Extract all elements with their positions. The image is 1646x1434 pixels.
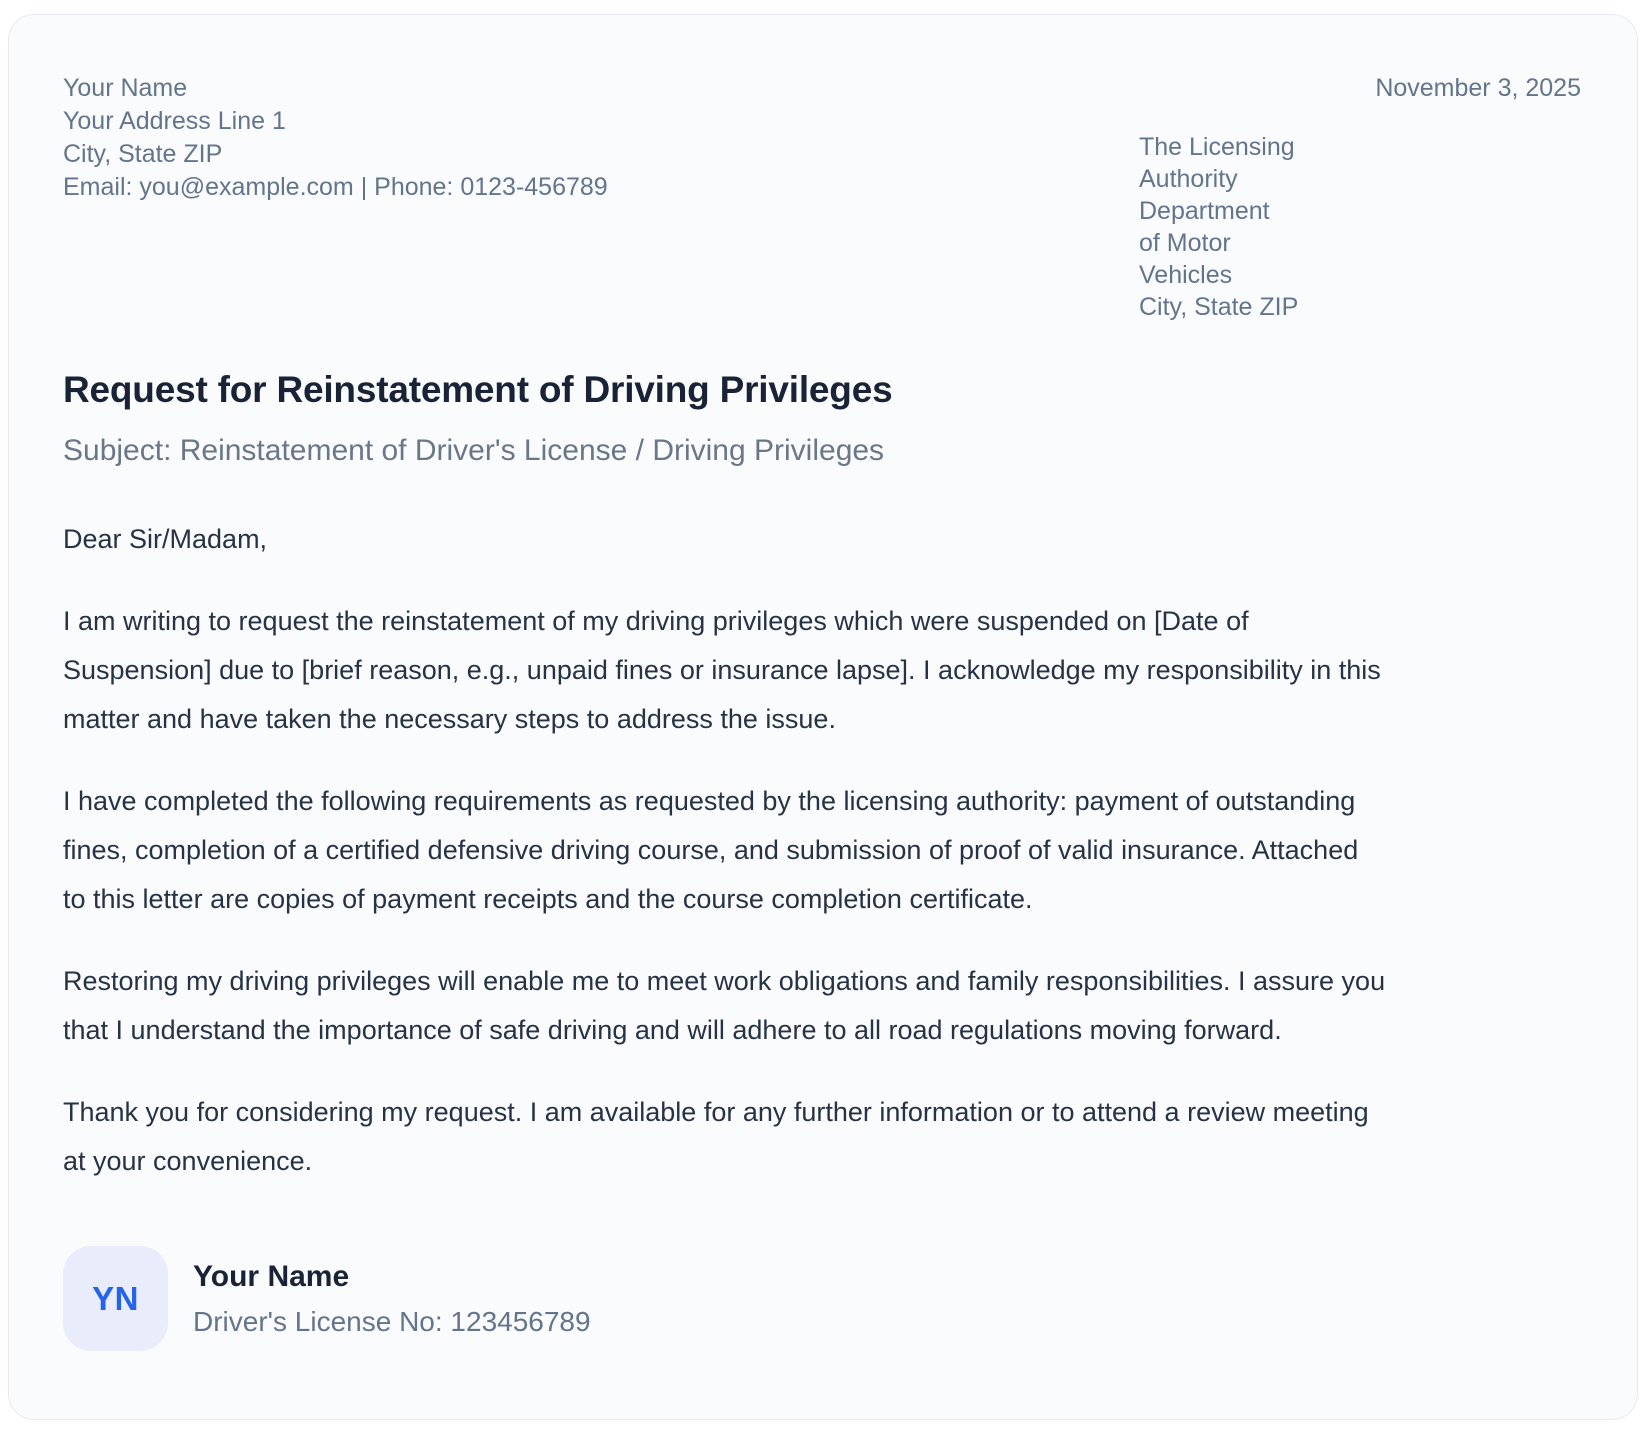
signature-license: Driver's License No: 123456789 xyxy=(193,1305,591,1337)
sender-city: City, State ZIP xyxy=(63,140,223,168)
letter-title: Request for Reinstatement of Driving Privileges xyxy=(63,369,893,410)
avatar-initials: YN xyxy=(92,1279,139,1317)
sender-address: Your Address Line 1 xyxy=(63,107,286,135)
header-right-column xyxy=(1139,72,1581,323)
letter-date: November 3, 2025 xyxy=(1375,74,1581,102)
salutation: Dear Sir/Madam, xyxy=(63,524,268,554)
paragraph-line: Suspension] due to [brief reason, e.g., unpaid fines or insurance lapse]. I acknowledge my responsibility in this xyxy=(63,655,1381,685)
sender-name: Your Name xyxy=(63,74,188,102)
body-paragraph xyxy=(63,1088,1581,1186)
paragraph-line: that I understand the importance of safe driving and will adhere to all road regulations moving forward. xyxy=(63,1015,1282,1045)
paragraph-line: matter and have taken the necessary steps to address the issue. xyxy=(63,704,836,734)
recipient-block xyxy=(1139,131,1581,323)
signature-block xyxy=(63,1246,1581,1351)
recipient-line: Vehicles xyxy=(1139,261,1233,289)
recipient-line: Authority xyxy=(1139,165,1238,193)
sender-contact: Email: you@example.com | Phone: 0123-456789 xyxy=(63,173,608,201)
avatar xyxy=(63,1246,168,1351)
body-paragraph xyxy=(63,777,1581,924)
letter-card xyxy=(8,14,1638,1420)
letter-header xyxy=(63,72,1581,323)
paragraph-line: Restoring my driving privileges will enable me to meet work obligations and family responsibilities. I assure you xyxy=(63,966,1386,996)
paragraph-line: at your convenience. xyxy=(63,1146,313,1176)
subject-line: Subject: Reinstatement of Driver's License / Driving Privileges xyxy=(63,434,885,467)
recipient-line: Department xyxy=(1139,197,1270,225)
recipient-line: of Motor xyxy=(1139,229,1231,257)
paragraph-line: I am writing to request the reinstatement of my driving privileges which were suspended on [Date of xyxy=(63,606,1249,636)
paragraph-line: Thank you for considering my request. I am available for any further information or to attend a review meeting xyxy=(63,1097,1369,1127)
signature-name: Your Name xyxy=(193,1259,350,1293)
recipient-line: The Licensing xyxy=(1139,133,1295,161)
body-paragraph xyxy=(63,597,1581,744)
sender-block xyxy=(63,72,608,204)
signature-text xyxy=(193,1257,591,1341)
paragraph-line: I have completed the following requirements as requested by the licensing authority: payment of outstanding xyxy=(63,786,1356,816)
paragraph-line: to this letter are copies of payment receipts and the course completion certificate. xyxy=(63,884,1033,914)
body-paragraph xyxy=(63,957,1581,1055)
recipient-line: City, State ZIP xyxy=(1139,293,1299,321)
paragraph-line: fines, completion of a certified defensive driving course, and submission of proof of valid insurance. Attached xyxy=(63,835,1359,865)
